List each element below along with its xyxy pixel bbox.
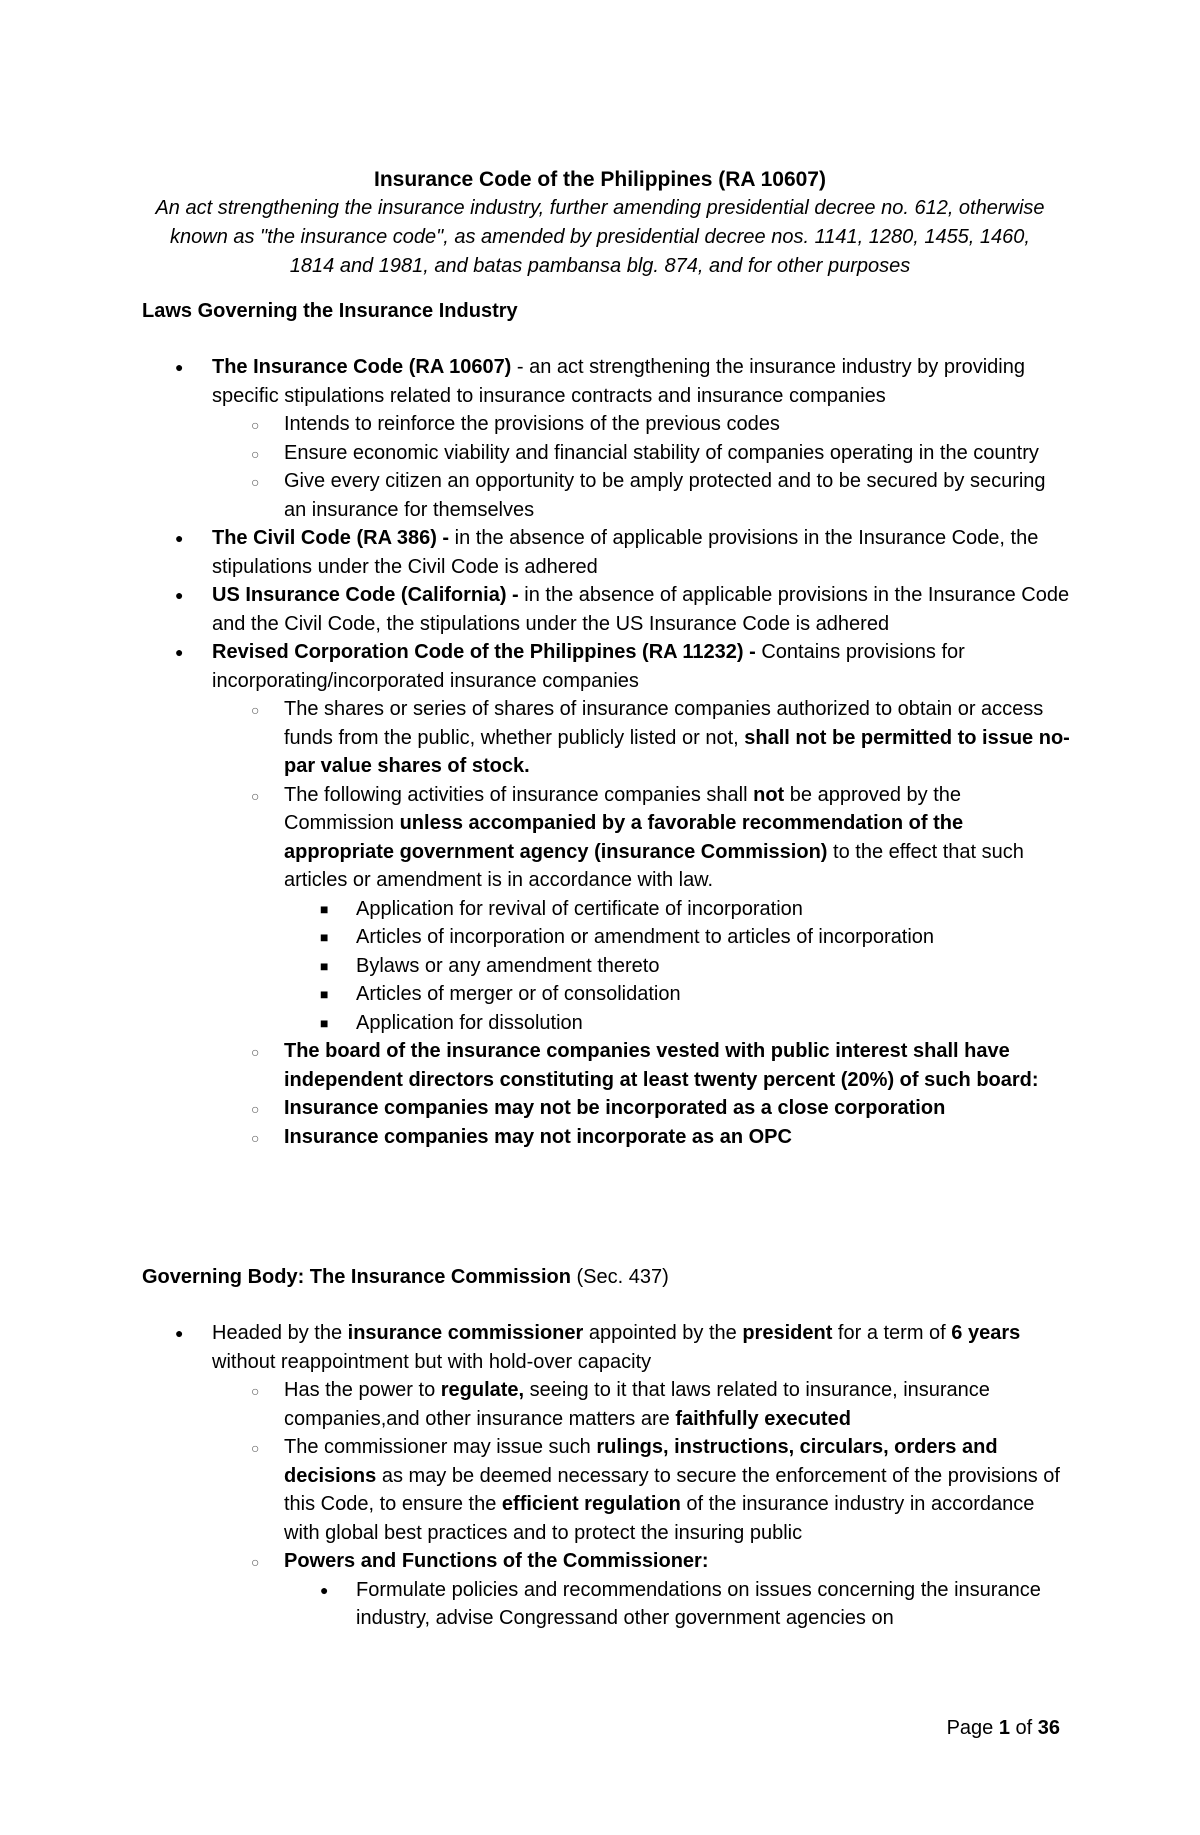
list-item: ○ Insurance companies may not incorporate as an OPC	[284, 1123, 1072, 1152]
list-item: ● Headed by the insurance commissioner appointed by the president for a term of 6 years without reappointment but with hold-over capacity ○ Has the power to regulate, seeing to it that laws related to insurance, insurance companies,and other insurance matters are faithfully executed ○ The commissioner may issue such rulings, instructions, circulars, orders and decisions as may be deemed necessary to secure the enforcement of the provisions of this Code, to ensure the efficient regulation of the insurance industry in accordance with global best practices and to protect the insuring public ○ Powers and Functions of the Commissioner: ● Formulate policies and recommendations on issues concerning the insurance industry, advise Congressand other government agencies on	[212, 1319, 1072, 1633]
circle-bullet-icon: ○	[251, 1129, 260, 1146]
circle-bullet-icon: ○	[251, 787, 260, 804]
list-item: ■ Application for dissolution	[356, 1009, 1072, 1038]
section-heading-laws: Laws Governing the Insurance Industry	[142, 300, 518, 322]
bullet-icon: ●	[175, 1325, 184, 1341]
circle-bullet-icon: ○	[251, 1554, 260, 1570]
sub-list	[251, 410, 1072, 524]
square-bullet-icon: ■	[320, 1014, 329, 1031]
list-item: ○ Intends to reinforce the provisions of the previous codes	[284, 410, 1072, 439]
circle-bullet-icon: ○	[251, 1044, 260, 1060]
list-item: ● The Civil Code (RA 386) - in the absence of applicable provisions in the Insurance Code, the stipulations under the Civil Code is adhered	[212, 524, 1072, 581]
square-bullet-icon: ■	[320, 929, 329, 945]
circle-bullet-icon: ○	[251, 1101, 260, 1117]
list-item: ○ Ensure economic viability and financial stability of companies operating in the country	[284, 439, 1072, 468]
bullet-icon: ●	[175, 359, 184, 375]
circle-bullet-icon: ○	[251, 474, 260, 490]
square-bullet-icon: ■	[320, 986, 329, 1002]
bullet-icon: ●	[320, 1581, 329, 1598]
list-item: ○ Has the power to regulate, seeing to it that laws related to insurance, insurance companies,and other insurance matters are faithfully executed	[251, 1379, 990, 1430]
list-item: ■ Application for revival of certificate of incorporation	[356, 895, 1072, 924]
page-number: Page 1 of 36	[946, 1717, 1060, 1739]
list-item: ○ Powers and Functions of the Commissioner: ● Formulate policies and recommendations on issues concerning the insurance industry, advise Congressand other government agencies on	[284, 1547, 1072, 1633]
list-item: ○ Insurance companies may not be incorporated as a close corporation	[284, 1094, 1072, 1123]
circle-bullet-icon: ○	[251, 445, 260, 462]
list-item: ● US Insurance Code (California) - in the absence of applicable provisions in the Insurance Code and the Civil Code, the stipulations under the US Insurance Code is adhered	[212, 581, 1072, 638]
circle-bullet-icon: ○	[251, 1440, 260, 1456]
list-item: ○ Give every citizen an opportunity to be amply protected and to be secured by securing an insurance for themselves	[251, 470, 1046, 521]
bullet-icon: ●	[175, 644, 184, 660]
list-item: ● Formulate policies and recommendations on issues concerning the insurance industry, advise Congressand other government agencies on	[356, 1576, 1072, 1633]
sub-list	[251, 1376, 1072, 1633]
list-item: ● Revised Corporation Code of the Philippines (RA 11232) - Contains provisions for incorporating/incorporated insurance companies ○ The shares or series of shares of insurance companies authorized to obtain or access funds from the public, whether publicly listed or not, shall not be permitted to issue no-par value shares of stock. ○ The following activities of insurance companies shall not be approved by the Commission unless accompanied by a favorable recommendation of the appropriate government agency (insurance Commission) to the effect that such articles or amendment is in accordance with law. ■ Application for revival of certificate of incorporation ■ Articles of incorporation or amendment to articles of incorporation ■ Bylaws or any amendment thereto ■ Articles of merger or of consolidation ■ Application for dissolution ○ The board of the insurance companies vested with public interest shall have independent directors constituting at least twenty percent (20%) of such board: ○ Insurance companies may not be incorporated as a close corporation ○ Insurance companies may not incorporate as an OPC	[212, 638, 1072, 1151]
list-item: ○ The commissioner may issue such rulings, instructions, circulars, orders and decisions as may be deemed necessary to secure the enforcement of the provisions of this Code, to ensure the efficient regulation of the insurance industry in accordance with global best practices and to protect the insuring public	[251, 1436, 1060, 1544]
document-subtitle: An act strengthening the insurance industry, further amending presidential decree no. 612, otherwise known as "the insurance code", as amended by presidential decree nos. 1141, 1280, 1455, 1460, 1814 and 1981, and batas pambansa blg. 874, and for other purposes	[155, 197, 1045, 277]
sub-sub-list	[320, 1576, 1072, 1633]
list-item: ○ The following activities of insurance companies shall not be approved by the Commission unless accompanied by a favorable recommendation of the appropriate government agency (insurance Commission) to the effect that such articles or amendment is in accordance with law. ■ Application for revival of certificate of incorporation ■ Articles of incorporation or amendment to articles of incorporation ■ Bylaws or any amendment thereto ■ Articles of merger or of consolidation ■ Application for dissolution	[284, 781, 1072, 1038]
sub-list	[251, 695, 1072, 1151]
circle-bullet-icon: ○	[251, 702, 260, 718]
bullet-icon: ●	[175, 587, 184, 603]
circle-bullet-icon: ○	[251, 417, 260, 433]
laws-list	[175, 353, 1072, 1151]
list-item: ● The Insurance Code (RA 10607) - an act strengthening the insurance industry by providing specific stipulations related to insurance contracts and insurance companies ○ Intends to reinforce the provisions of the previous codes ○ Ensure economic viability and financial stability of companies operating in the country ○ Give every citizen an opportunity to be amply protected and to be secured by securing an insurance for themselves	[212, 353, 1072, 524]
list-item: ■ Articles of incorporation or amendment to articles of incorporation	[356, 923, 1072, 952]
list-item: ■ Articles of merger or of consolidation	[356, 980, 1072, 1009]
square-bullet-icon: ■	[320, 957, 329, 974]
list-item: ■ Bylaws or any amendment thereto	[356, 952, 1072, 981]
square-bullet-icon: ■	[320, 900, 329, 917]
section-heading-governing-body: Governing Body: The Insurance Commission (Sec. 437)	[142, 1266, 669, 1288]
circle-bullet-icon: ○	[251, 1383, 260, 1399]
governing-body-list	[175, 1319, 1072, 1633]
bullet-icon: ●	[175, 530, 184, 546]
list-item: ○ The shares or series of shares of insurance companies authorized to obtain or access funds from the public, whether publicly listed or not, shall not be permitted to issue no-par value shares of stock.	[251, 698, 1070, 777]
document-title: Insurance Code of the Philippines (RA 10607)	[374, 168, 826, 191]
list-item: ○ The board of the insurance companies vested with public interest shall have independent directors constituting at least twenty percent (20%) of such board:	[251, 1040, 1039, 1091]
